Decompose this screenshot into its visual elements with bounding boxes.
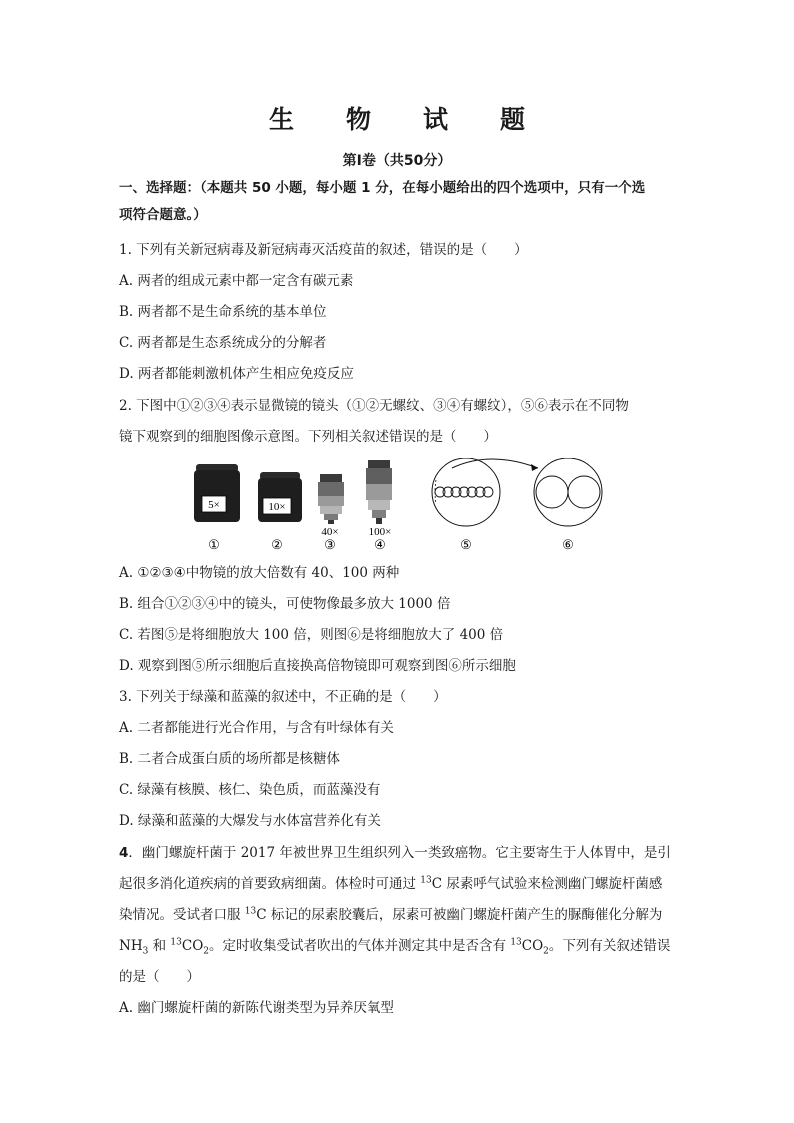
q1-option-a: A. 两者的组成元素中都一定含有碳元素 [119,273,354,289]
instructions-text-c: ，只有一个选 [564,180,646,196]
isotope-superscript: 13 [244,906,257,917]
subscript-2: 2 [203,946,210,957]
q3-option-b: B. 二者合成蛋白质的场所都是核糖体 [119,751,341,767]
q2-stem-line-1: 2. 下图中①②③④表示显微镜的镜头（①②无螺纹、③④有螺纹），⑤⑥表示在不同物 [119,398,629,414]
field-of-view-6 [534,458,602,526]
q1-stem: 1. 下列有关新冠病毒及新冠病毒灭活疫苗的叙述，错误的是（ ） [119,242,528,258]
instructions-line-2: 项符合题意。） [119,207,207,223]
q3-option-c: C. 绿藻有核膜、核仁、染色质，而蓝藻没有 [119,782,381,798]
objective-100x-icon [366,460,392,538]
q4-line-4-d: 。定时收集受试者吹出的气体并测定其中是否含有 [209,938,511,954]
q1-option-d: D. 两者都能刺激机体产生相应免疫反应 [119,366,354,382]
q4-line-4 [119,936,679,956]
q4-co: CO [181,938,204,954]
q4-line-4-e: 。下列有关叙述错误 [548,938,671,954]
isotope-superscript: 13 [170,937,182,948]
q4-line-2-a: 起很多消化道疾病的首要致病细菌。体检时可通过 [119,876,421,892]
figure-label-4: ④ [374,538,386,553]
lens-4-label: 100× [368,526,392,538]
figure-label-3: ③ [324,538,336,553]
figure-label-2: ② [271,538,283,553]
q3-option-a: A. 二者都能进行光合作用，与含有叶绿体有关 [119,720,394,736]
isotope-superscript: 13 [420,875,432,886]
lens-3-label: 40× [321,526,339,538]
q2-stem-line-2: 镜下观察到的细胞图像示意图。下列相关叙述错误的是（ ） [119,429,497,445]
subscript-3: 3 [142,946,149,957]
q3-option-d: D. 绿藻和蓝藻的大爆发与水体富营养化有关 [119,813,381,829]
lens-2-label: 10× [268,501,286,513]
q4-line-1 [119,843,679,863]
q2-option-c: C. 若图⑤是将细胞放大 100 倍，则图⑥是将细胞放大了 400 倍 [119,627,504,643]
q2-option-d: D. 观察到图⑤所示细胞后直接换高倍物镜即可观察到图⑥所示细胞 [119,658,516,674]
title-char: 题 [500,105,526,134]
figure-label-5: ⑤ [460,538,472,553]
q2-option-a: A. ①②③④中物镜的放大倍数有 40、100 两种 [119,565,400,581]
eyepiece-10x-icon [258,472,302,522]
section-title: 第Ⅰ卷（共50分） [342,153,452,169]
figure-label-6: ⑥ [562,538,574,553]
microscope-figure [190,458,610,553]
field-of-view-5 [432,458,538,526]
subscript-2: 2 [543,946,549,957]
isotope-superscript: 13 [510,937,522,948]
q4-line-2-b: C 尿素呼气试验来检测幽门螺旋杆菌感 [431,876,663,892]
title-char: 物 [345,105,371,134]
instructions-emphasis: 四个选项中 [496,180,565,196]
q2-option-b: B. 组合①②③④中的镜头，可使物像最多放大 1000 倍 [119,596,451,612]
q4-line-2 [119,874,679,894]
instructions-line-1 [119,178,679,198]
q3-stem: 3. 下列关于绿藻和蓝藻的叙述中，不正确的是（ ） [119,689,447,705]
q4-line-3-a: 染情况。受试者口服 [119,907,245,923]
eyepiece-5x-icon [194,464,240,522]
title-char: 生 [268,105,294,134]
lens-1-label: 5× [208,499,220,511]
q4-line-3-b: C 标记的尿素胶囊后，尿素可被幽门螺旋杆菌产生的脲酶催化分解为 [256,907,663,923]
figure-label-1: ① [208,538,220,553]
q4-and: 和 [148,938,171,954]
q4-number: 4 [119,845,129,861]
q4-co-2: CO [521,938,544,954]
q1-option-b: B. 两者都不是生命系统的基本单位 [119,304,327,320]
title-char: 试 [423,105,449,134]
q4-option-a: A. 幽门螺旋杆菌的新陈代谢类型为异养厌氧型 [119,1000,394,1016]
objective-40x-icon [318,474,344,538]
q4-line-3 [119,905,679,925]
q4-line-5: 的是（ ） [119,969,200,985]
q4-line-1-text: ．幽门螺旋杆菌于 2017 年被世界卫生组织列入一类致癌物。它主要寄生于人体胃中，是引 [128,845,671,861]
q1-option-c: C. 两者都是生态系统成分的分解者 [119,335,327,351]
page-title [0,100,794,136]
q4-nh: NH [119,938,143,954]
instructions-text-a: 一、选择题：（本题共 50 小题，每小题 1 分，在每小题给出的 [119,180,497,196]
